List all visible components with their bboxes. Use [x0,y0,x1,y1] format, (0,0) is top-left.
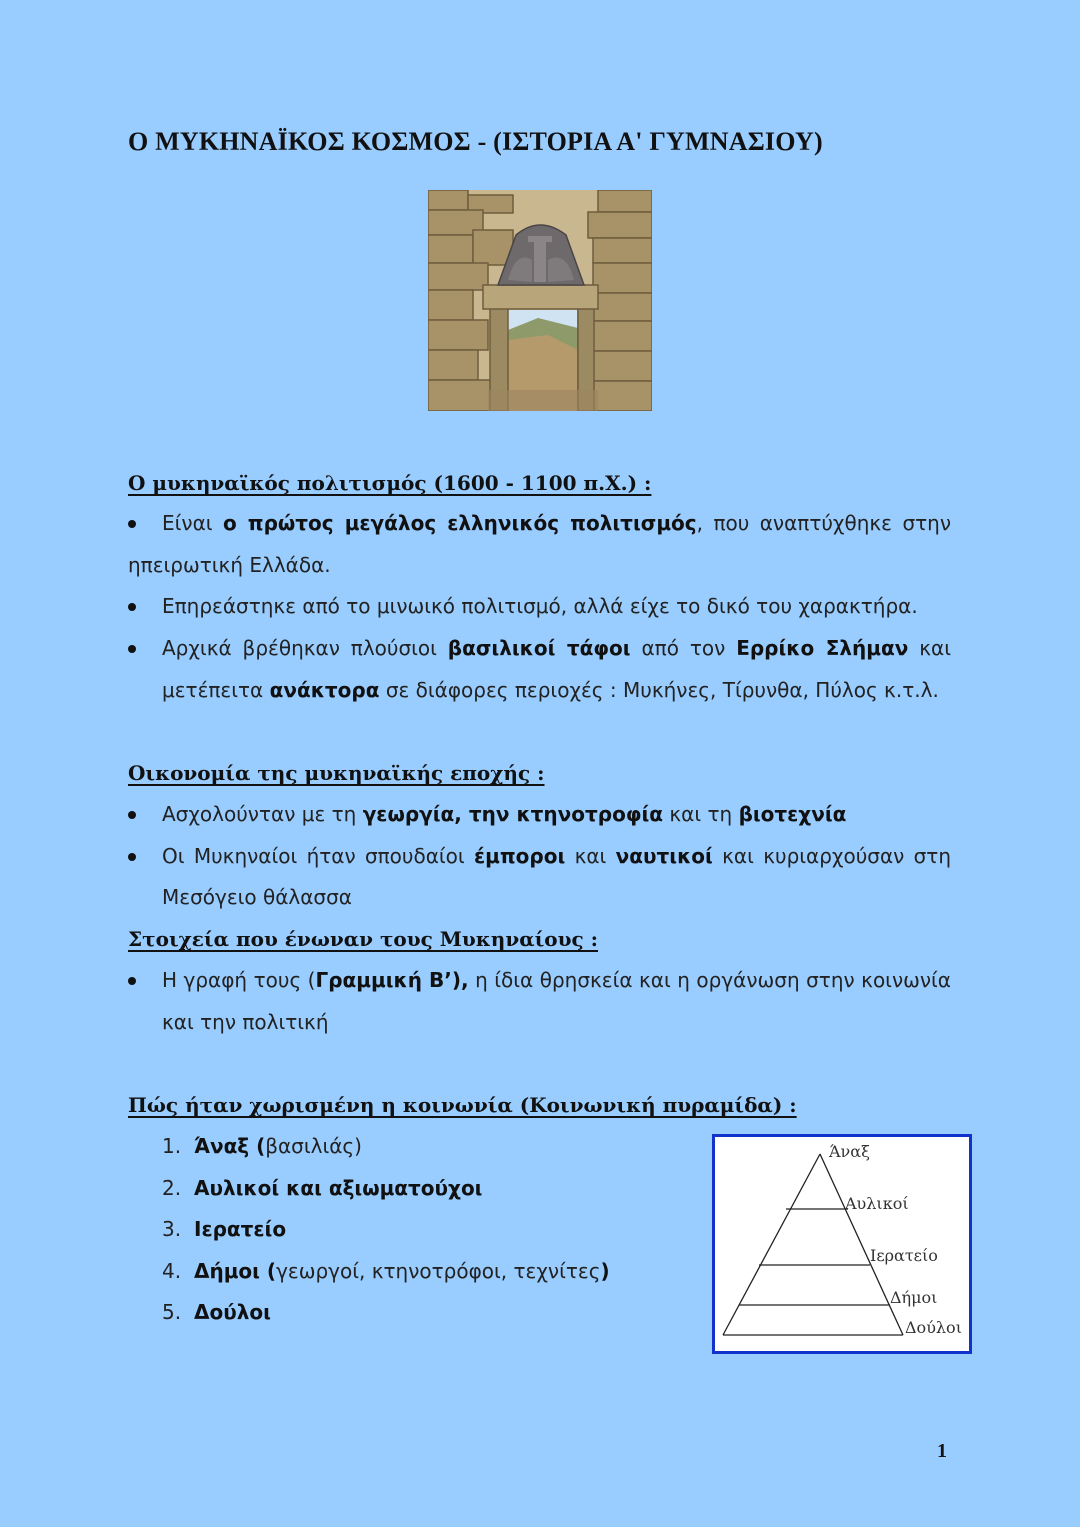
pyramid-label: Δήμοι [890,1288,938,1307]
paragraph-line: Ασχολούνταν με τη γεωργία, την κτηνοτροφία και τη βιοτεχνία [162,802,847,826]
bullet-dot [128,853,136,861]
paragraph-line: Αρχικά βρέθηκαν πλούσιοι βασιλικοί τάφοι από τον Ερρίκο Σλήμαν και [162,636,951,660]
lion-gate-photo [428,190,652,411]
pyramid-label: Άναξ [829,1142,870,1161]
bullet-dot [128,645,136,653]
section-heading-unifying: Στοιχεία που ένωναν τους Μυκηναίους : [128,927,599,951]
bullet-dot [128,977,136,985]
pyramid-label: Αυλικοί [845,1194,909,1213]
paragraph-line: Οι Μυκηναίοι ήταν σπουδαίοι έμποροι και ναυτικοί και κυριαρχούσαν στη [162,844,952,868]
list-item: Δούλοι [194,1300,271,1324]
list-number: 4. [162,1259,182,1283]
list-item: Αυλικοί και αξιωματούχοι [194,1176,483,1200]
list-item: Δήμοι (γεωργοί, κτηνοτρόφοι, τεχνίτες) [194,1259,610,1283]
page-number: 1 [937,1440,947,1462]
paragraph-line: Είναι ο πρώτος μεγάλος ελληνικός πολιτισμός, που αναπτύχθηκε στην [162,511,952,535]
pyramid-label: Δούλοι [905,1318,962,1337]
list-number: 2. [162,1176,182,1200]
pyramid-label: Ιερατείο [870,1246,938,1265]
paragraph-line: Μεσόγειο θάλασσα [162,885,352,909]
list-number: 1. [162,1134,182,1158]
social-pyramid-diagram [712,1134,972,1354]
paragraph-line: και την πολιτική [162,1010,329,1034]
paragraph-line: ηπειρωτική Ελλάδα. [128,553,331,577]
section-heading-society: Πώς ήταν χωρισμένη η κοινωνία (Κοινωνική πυραμίδα) : [128,1093,797,1117]
paragraph-line: μετέπειτα ανάκτορα σε διάφορες περιοχές : Μυκήνες, Τίρυνθα, Πύλος κ.τ.λ. [162,678,939,702]
list-item: Άναξ (βασιλιάς) [194,1134,362,1158]
bullet-dot [128,811,136,819]
list-number: 3. [162,1217,182,1241]
bullet-dot [128,603,136,611]
pyramid-svg [715,1137,969,1351]
paragraph-line: Η γραφή τους (Γραμμική Β’), η ίδια θρησκεία και η οργάνωση στην κοινωνία [162,968,951,992]
page-title: Ο ΜΥΚΗΝΑΪΚΟΣ ΚΟΣΜΟΣ - (ΙΣΤΟΡΙΑ Α' ΓΥΜΝΑΣΙΟΥ) [128,127,823,156]
list-item: Ιερατείο [194,1217,287,1241]
bullet-dot [128,520,136,528]
section-heading-civilization: Ο μυκηναϊκός πολιτισμός (1600 - 1100 π.Χ.) : [128,471,652,495]
section-heading-economy: Οικονομία της μυκηναϊκής εποχής : [128,761,545,785]
paragraph-line: Επηρεάστηκε από το μινωικό πολιτισμό, αλλά είχε το δικό του χαρακτήρα. [162,594,918,618]
list-number: 5. [162,1300,182,1324]
